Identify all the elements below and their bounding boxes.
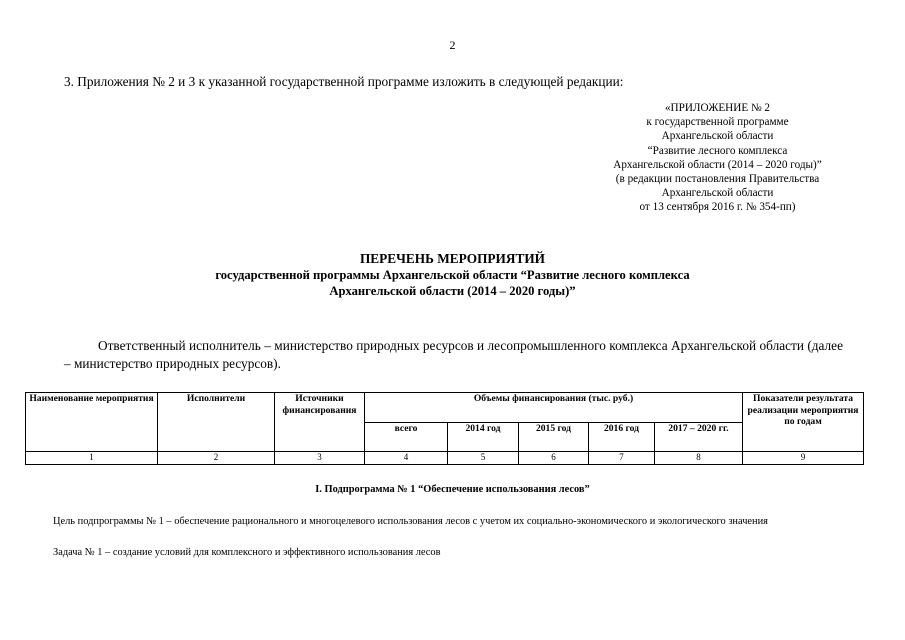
responsible-executor-paragraph: Ответственный исполнитель – министерство природных ресурсов и лесопромышленного комплекса Архангельской области (далее – министерство природных ресурсов). [64, 338, 843, 371]
appendix-header [580, 101, 855, 215]
appendix-line: (в редакции постановления Правительства [615, 173, 820, 186]
col-header-event: Наименование мероприятия [26, 393, 158, 452]
col-header-2016: 2016 год [589, 422, 655, 452]
list-title-line: ПЕРЕЧЕНЬ МЕРОПРИЯТИЙ [359, 251, 546, 266]
column-number: 9 [743, 452, 864, 465]
subprogram-goal: Цель подпрограммы № 1 – обеспечение рационального и многоцелевого использования лесов с учетом их социально-экономического и экологического значения [53, 516, 768, 527]
appendix-line: “Развитие лесного комплекса [647, 144, 788, 157]
appendix-line: к государственной программе [646, 116, 789, 129]
item-3-paragraph: 3. Приложения № 2 и 3 к указанной государственной программе изложить в следующей редакции: [64, 74, 624, 89]
column-number: 1 [26, 452, 158, 465]
column-number: 7 [589, 452, 655, 465]
list-title [0, 251, 905, 299]
col-header-executors: Исполнители [158, 393, 275, 452]
list-title-line: государственной программы Архангельской области “Развитие лесного комплекса [215, 268, 690, 282]
appendix-line: Архангельской области [661, 187, 774, 200]
list-title-line: Архангельской области (2014 – 2020 годы)” [329, 284, 576, 298]
column-number: 5 [448, 452, 519, 465]
column-number: 6 [519, 452, 589, 465]
column-number: 3 [275, 452, 365, 465]
column-number: 2 [158, 452, 275, 465]
page-number: 2 [449, 38, 456, 52]
table-header-row [26, 393, 864, 423]
col-header-indicators: Показатели результата реализации мероприятия по годам [743, 393, 864, 452]
col-header-2017-2020: 2017 – 2020 гг. [655, 422, 743, 452]
col-header-funding: Объемы финансирования (тыс. руб.) [365, 393, 743, 423]
events-table [25, 392, 864, 465]
appendix-line: Архангельской области [661, 130, 774, 143]
col-header-sources: Источники финансирования [275, 393, 365, 452]
column-number: 8 [655, 452, 743, 465]
table-number-row [26, 452, 864, 465]
col-header-2015: 2015 год [519, 422, 589, 452]
subprogram-title: I. Подпрограмма № 1 “Обеспечение использования лесов” [315, 484, 590, 495]
column-number: 4 [365, 452, 448, 465]
subprogram-task: Задача № 1 – создание условий для комплексного и эффективного использования лесов [53, 547, 441, 558]
appendix-line: Архангельской области (2014 – 2020 годы)” [613, 158, 822, 171]
appendix-line: от 13 сентября 2016 г. № 354-пп) [639, 201, 796, 214]
appendix-line: «ПРИЛОЖЕНИЕ № 2 [664, 102, 771, 114]
col-header-total: всего [365, 422, 448, 452]
col-header-2014: 2014 год [448, 422, 519, 452]
